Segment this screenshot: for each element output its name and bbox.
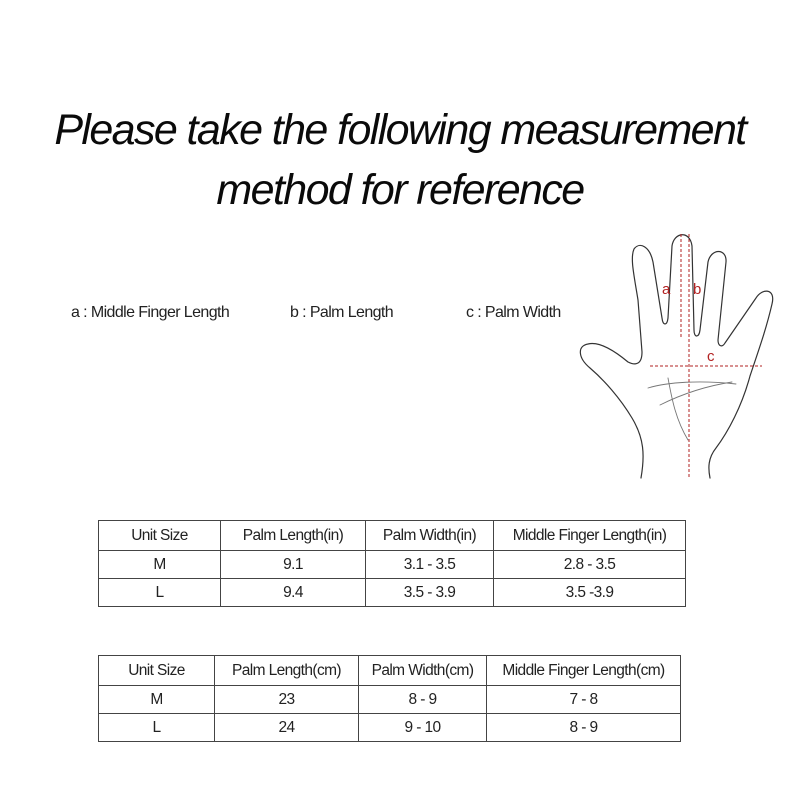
header-palm-width: Palm Width(cm) bbox=[359, 656, 487, 686]
label-a: a bbox=[662, 281, 671, 298]
label-b: b bbox=[693, 281, 702, 298]
size-table-inches bbox=[98, 520, 686, 607]
cell-size: L bbox=[99, 579, 221, 607]
legend-middle-finger-length: a : Middle Finger Length bbox=[71, 304, 230, 321]
legend-palm-length: b : Palm Length bbox=[290, 304, 394, 321]
cell-middle-finger-length: 2.8 - 3.5 bbox=[494, 551, 686, 579]
measurement-lines bbox=[650, 234, 762, 478]
cell-palm-length: 24 bbox=[215, 714, 359, 742]
title-line-1: Please take the following measurement bbox=[54, 106, 746, 154]
label-c: c bbox=[707, 348, 715, 365]
cell-palm-length: 9.1 bbox=[221, 551, 366, 579]
table-row bbox=[99, 686, 681, 714]
table-row bbox=[99, 579, 686, 607]
table-row bbox=[99, 551, 686, 579]
size-table-centimeters bbox=[98, 655, 681, 742]
header-palm-length: Palm Length(in) bbox=[221, 521, 366, 551]
hand-outline-icon bbox=[580, 235, 772, 478]
cell-palm-width: 8 - 9 bbox=[359, 686, 487, 714]
table-row bbox=[99, 714, 681, 742]
cell-middle-finger-length: 7 - 8 bbox=[487, 686, 681, 714]
cell-size: M bbox=[99, 686, 215, 714]
cell-palm-width: 3.1 - 3.5 bbox=[366, 551, 494, 579]
header-unit-size: Unit Size bbox=[99, 521, 221, 551]
header-middle-finger-length: Middle Finger Length(cm) bbox=[487, 656, 681, 686]
header-palm-width: Palm Width(in) bbox=[366, 521, 494, 551]
cell-size: L bbox=[99, 714, 215, 742]
header-middle-finger-length: Middle Finger Length(in) bbox=[494, 521, 686, 551]
table-header-row bbox=[99, 521, 686, 551]
cell-palm-width: 3.5 - 3.9 bbox=[366, 579, 494, 607]
cell-palm-length: 9.4 bbox=[221, 579, 366, 607]
hand-measurement-diagram bbox=[575, 228, 785, 488]
title-line-2: method for reference bbox=[216, 166, 584, 214]
header-palm-length: Palm Length(cm) bbox=[215, 656, 359, 686]
cell-middle-finger-length: 8 - 9 bbox=[487, 714, 681, 742]
cell-palm-length: 23 bbox=[215, 686, 359, 714]
table-header-row bbox=[99, 656, 681, 686]
cell-palm-width: 9 - 10 bbox=[359, 714, 487, 742]
legend-palm-width: c : Palm Width bbox=[466, 304, 561, 321]
header-unit-size: Unit Size bbox=[99, 656, 215, 686]
cell-middle-finger-length: 3.5 -3.9 bbox=[494, 579, 686, 607]
page-title bbox=[0, 100, 800, 220]
cell-size: M bbox=[99, 551, 221, 579]
